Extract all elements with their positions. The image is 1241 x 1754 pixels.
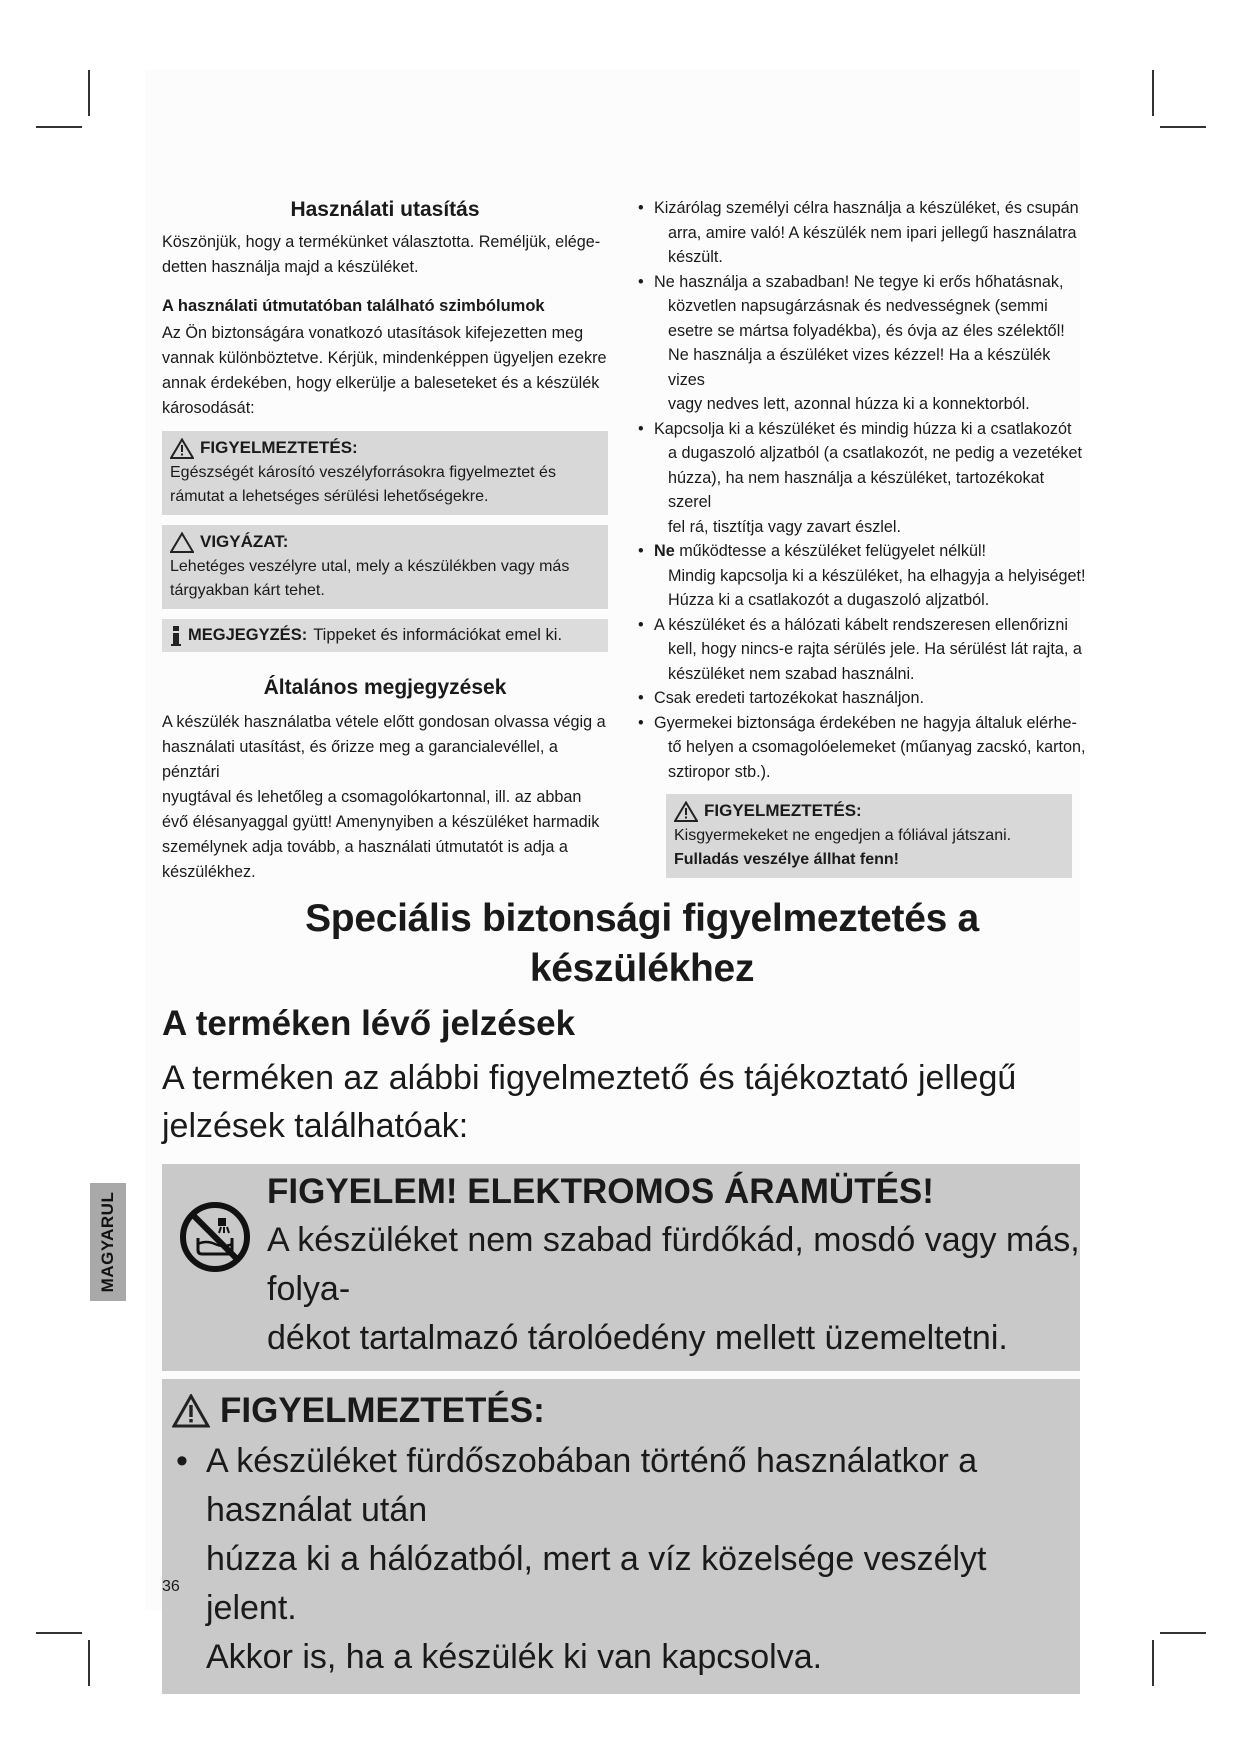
bullet-lead-bold: Ne xyxy=(654,542,675,560)
crop-mark xyxy=(1152,1640,1154,1686)
list-item xyxy=(636,711,1088,785)
note-text: Tippeket és információkat emel ki. xyxy=(313,626,563,644)
bullet-lead: működtesse a készüléket felügyelet nélkül! xyxy=(674,542,987,560)
bullet-lead: Csak eredeti tartozékokat használjon. xyxy=(654,689,924,707)
bullet-lead: A készüléket és a hálózati kábelt rendszeresen ellenőrizni xyxy=(654,615,1068,634)
crop-mark xyxy=(36,1632,82,1634)
crop-mark xyxy=(1160,1632,1206,1634)
symbols-text-line: annak érdekében, hogy elkerülje a baleseteket és a készülék xyxy=(162,374,600,392)
electric-shock-icon-wrap xyxy=(162,1168,267,1363)
general-text-line: évő élésanyaggal gyütt! Amenynyiben a készüléket harmadik xyxy=(162,813,600,831)
special-safety-section xyxy=(162,894,1080,1694)
bullet-cont: Mindig kapcsolja ki a készüléket, ha elhagyja a helyiséget! xyxy=(668,566,1086,585)
packaging-warning-title: FIGYELMEZTETÉS: xyxy=(704,801,862,820)
bullet-cont: esetre se mártsa folyadékba), és óvja az éles szélektől! xyxy=(668,321,1065,340)
caution-box-title-row xyxy=(170,529,600,555)
bullet-lead: Kapcsolja ki a készüléket és mindig húzza ki a csatlakozót xyxy=(654,419,1072,438)
list-item xyxy=(636,196,1088,270)
caution-box-title: VIGYÁZAT: xyxy=(200,532,289,551)
bullet-cont: készült. xyxy=(668,248,723,266)
note-box xyxy=(162,619,608,652)
crop-mark xyxy=(88,70,90,116)
bullet-cont: vagy nedves lett, azonnal húzza ki a konnektorból. xyxy=(668,395,1030,413)
general-notes-heading: Általános megjegyzések xyxy=(263,676,507,699)
bathroom-warning-line: húzza ki a hálózatból, mert a víz közelsége veszélyt jelent. xyxy=(206,1540,987,1627)
crop-mark xyxy=(36,126,82,128)
packaging-warning-box xyxy=(666,794,1072,878)
right-column xyxy=(636,196,1088,878)
bathroom-warning-title-row xyxy=(172,1385,1070,1437)
packaging-warning-line: Kisgyermekeket ne engedjen a fóliával játszani. xyxy=(674,827,1012,844)
page-number: 36 xyxy=(162,1578,180,1595)
general-text-line: A készülék használatba vétele előtt gondosan olvassa végig a xyxy=(162,713,606,731)
bullet-cont: közvetlen napsugárzásnak és nedvességnek (semmi xyxy=(668,297,1048,315)
warning-triangle-icon xyxy=(170,438,194,459)
symbols-text-line: Az Ön biztonságára vonatkozó utasítások kifejezetten meg xyxy=(162,324,584,342)
crop-mark xyxy=(88,1640,90,1686)
general-text-line: használati utasítást, és őrizze meg a garancialevéllel, a pénztári xyxy=(162,738,558,781)
product-markings-intro: A terméken az alábbi figyelmeztető és tájékoztató jellegű jelzések találhatóak: xyxy=(162,1059,1017,1145)
bullet-cont: Ne használja a észüléket vizes kézzel! Ha a készülék vizes xyxy=(668,346,1051,389)
bullet-cont: sztiropor stb.). xyxy=(668,762,771,781)
crop-mark xyxy=(1152,70,1154,116)
caution-box xyxy=(162,525,608,609)
language-side-tab xyxy=(90,1183,126,1301)
no-bath-prohibition-icon xyxy=(178,1200,252,1274)
bullet-cont: arra, amire való! A készülék nem ipari jellegű használatra xyxy=(668,223,1077,242)
warning-box-title: FIGYELMEZTETÉS: xyxy=(200,438,358,457)
bullet-lead: Gyermekei biztonsága érdekében ne hagyja általuk elérhe- xyxy=(654,713,1077,732)
symbols-text-line: vannak különböztetve. Kérjük, mindenképpen ügyeljen ezekre xyxy=(162,349,607,367)
warning-triangle-icon xyxy=(674,801,698,822)
special-safety-title: Speciális biztonsági figyelmeztetés a készülékhez xyxy=(305,897,979,990)
bathroom-warning-title: FIGYELMEZTETÉS: xyxy=(220,1391,545,1430)
packaging-warning-title-row xyxy=(674,798,1064,824)
bathroom-warning-line: • A készüléket fürdőszobában történő használatkor a használat után xyxy=(172,1437,1070,1535)
manual-title: Használati utasítás xyxy=(290,198,480,221)
list-item xyxy=(636,270,1088,417)
warning-triangle-icon xyxy=(172,1394,210,1428)
warning-box xyxy=(162,431,608,515)
list-item xyxy=(636,417,1088,540)
electric-shock-body-line: A készüléket nem szabad fürdőkád, mosdó vagy más, folya- xyxy=(267,1221,1080,1308)
bullet-cont: tő helyen a csomagolóelemeket (műanyag zacskó, karton, xyxy=(668,738,1086,756)
list-item xyxy=(636,539,1088,613)
bullet-cont: kell, hogy nincs-e rajta sérülés jele. Ha sérülést lát rajta, a xyxy=(668,640,1082,658)
bullet-cont: fel rá, tisztítja vagy zavart észlel. xyxy=(668,517,902,536)
bullet-cont: készüléket nem szabad használni. xyxy=(668,664,915,683)
caution-triangle-icon xyxy=(170,532,194,553)
bathroom-warning-box xyxy=(162,1379,1080,1694)
intro-line: detten használja majd a készüléket. xyxy=(162,258,419,276)
bullet-cont: a dugaszoló aljzatból (a csatlakozót, ne pedig a vezetéket xyxy=(668,444,1082,462)
warning-box-line: rámutat a lehetséges sérülési lehetőségekre. xyxy=(170,488,489,505)
caution-box-line: tárgyakban kárt tehet. xyxy=(170,582,325,599)
electric-shock-body-line: dékot tartalmazó tárolóedény mellett üzemeltetni. xyxy=(267,1319,1008,1357)
symbols-heading: A használati útmutatóban található szimbólumok xyxy=(162,297,545,315)
bathroom-warning-line: Akkor is, ha a készülék ki van kapcsolva. xyxy=(206,1638,823,1676)
symbols-text-line: károsodását: xyxy=(162,399,255,417)
crop-mark xyxy=(1160,126,1206,128)
general-text-line: készülékhez. xyxy=(162,863,256,881)
intro-line: Köszönjük, hogy a termékünket választotta. Reméljük, elége- xyxy=(162,233,601,251)
bullet-lead: Kizárólag személyi célra használja a készüléket, és csupán xyxy=(654,199,1079,217)
info-icon xyxy=(170,625,182,647)
electric-shock-box xyxy=(162,1164,1080,1371)
electric-shock-title: FIGYELEM! ELEKTROMOS ÁRAMÜTÉS! xyxy=(267,1172,934,1211)
list-item xyxy=(636,613,1088,687)
packaging-warning-line-bold: Fulladás veszélye állhat fenn! xyxy=(674,851,899,868)
warning-box-line: Egészségét károsító veszélyforrásokra figyelmeztet és xyxy=(170,464,556,481)
bullet-lead: Ne használja a szabadban! Ne tegye ki erős hőhatásnak, xyxy=(654,272,1064,291)
general-text-line: nyugtával és lehetőleg a csomagolókartonnal, ill. az abban xyxy=(162,788,582,806)
language-side-tab-label: MAGYARUL xyxy=(98,1191,117,1293)
warning-box-title-row xyxy=(170,435,600,461)
list-item xyxy=(636,686,1088,711)
bullet-cont: húzza), ha nem használja a készüléket, tartozékokat szerel xyxy=(668,468,1045,511)
bullet-cont: Húzza ki a csatlakozót a dugaszoló aljzatból. xyxy=(668,591,990,609)
left-column xyxy=(162,196,608,885)
general-text-line: személynek adja tovább, a használati útmutatót is adja a xyxy=(162,838,568,856)
note-label: MEGJEGYZÉS: xyxy=(188,626,308,644)
product-markings-heading: A terméken lévő jelzések xyxy=(162,1004,576,1043)
electric-shock-text xyxy=(267,1168,1080,1363)
caution-box-line: Lehetéges veszélyre utal, mely a készülékben vagy más xyxy=(170,558,570,575)
safety-bullet-list xyxy=(636,196,1088,784)
